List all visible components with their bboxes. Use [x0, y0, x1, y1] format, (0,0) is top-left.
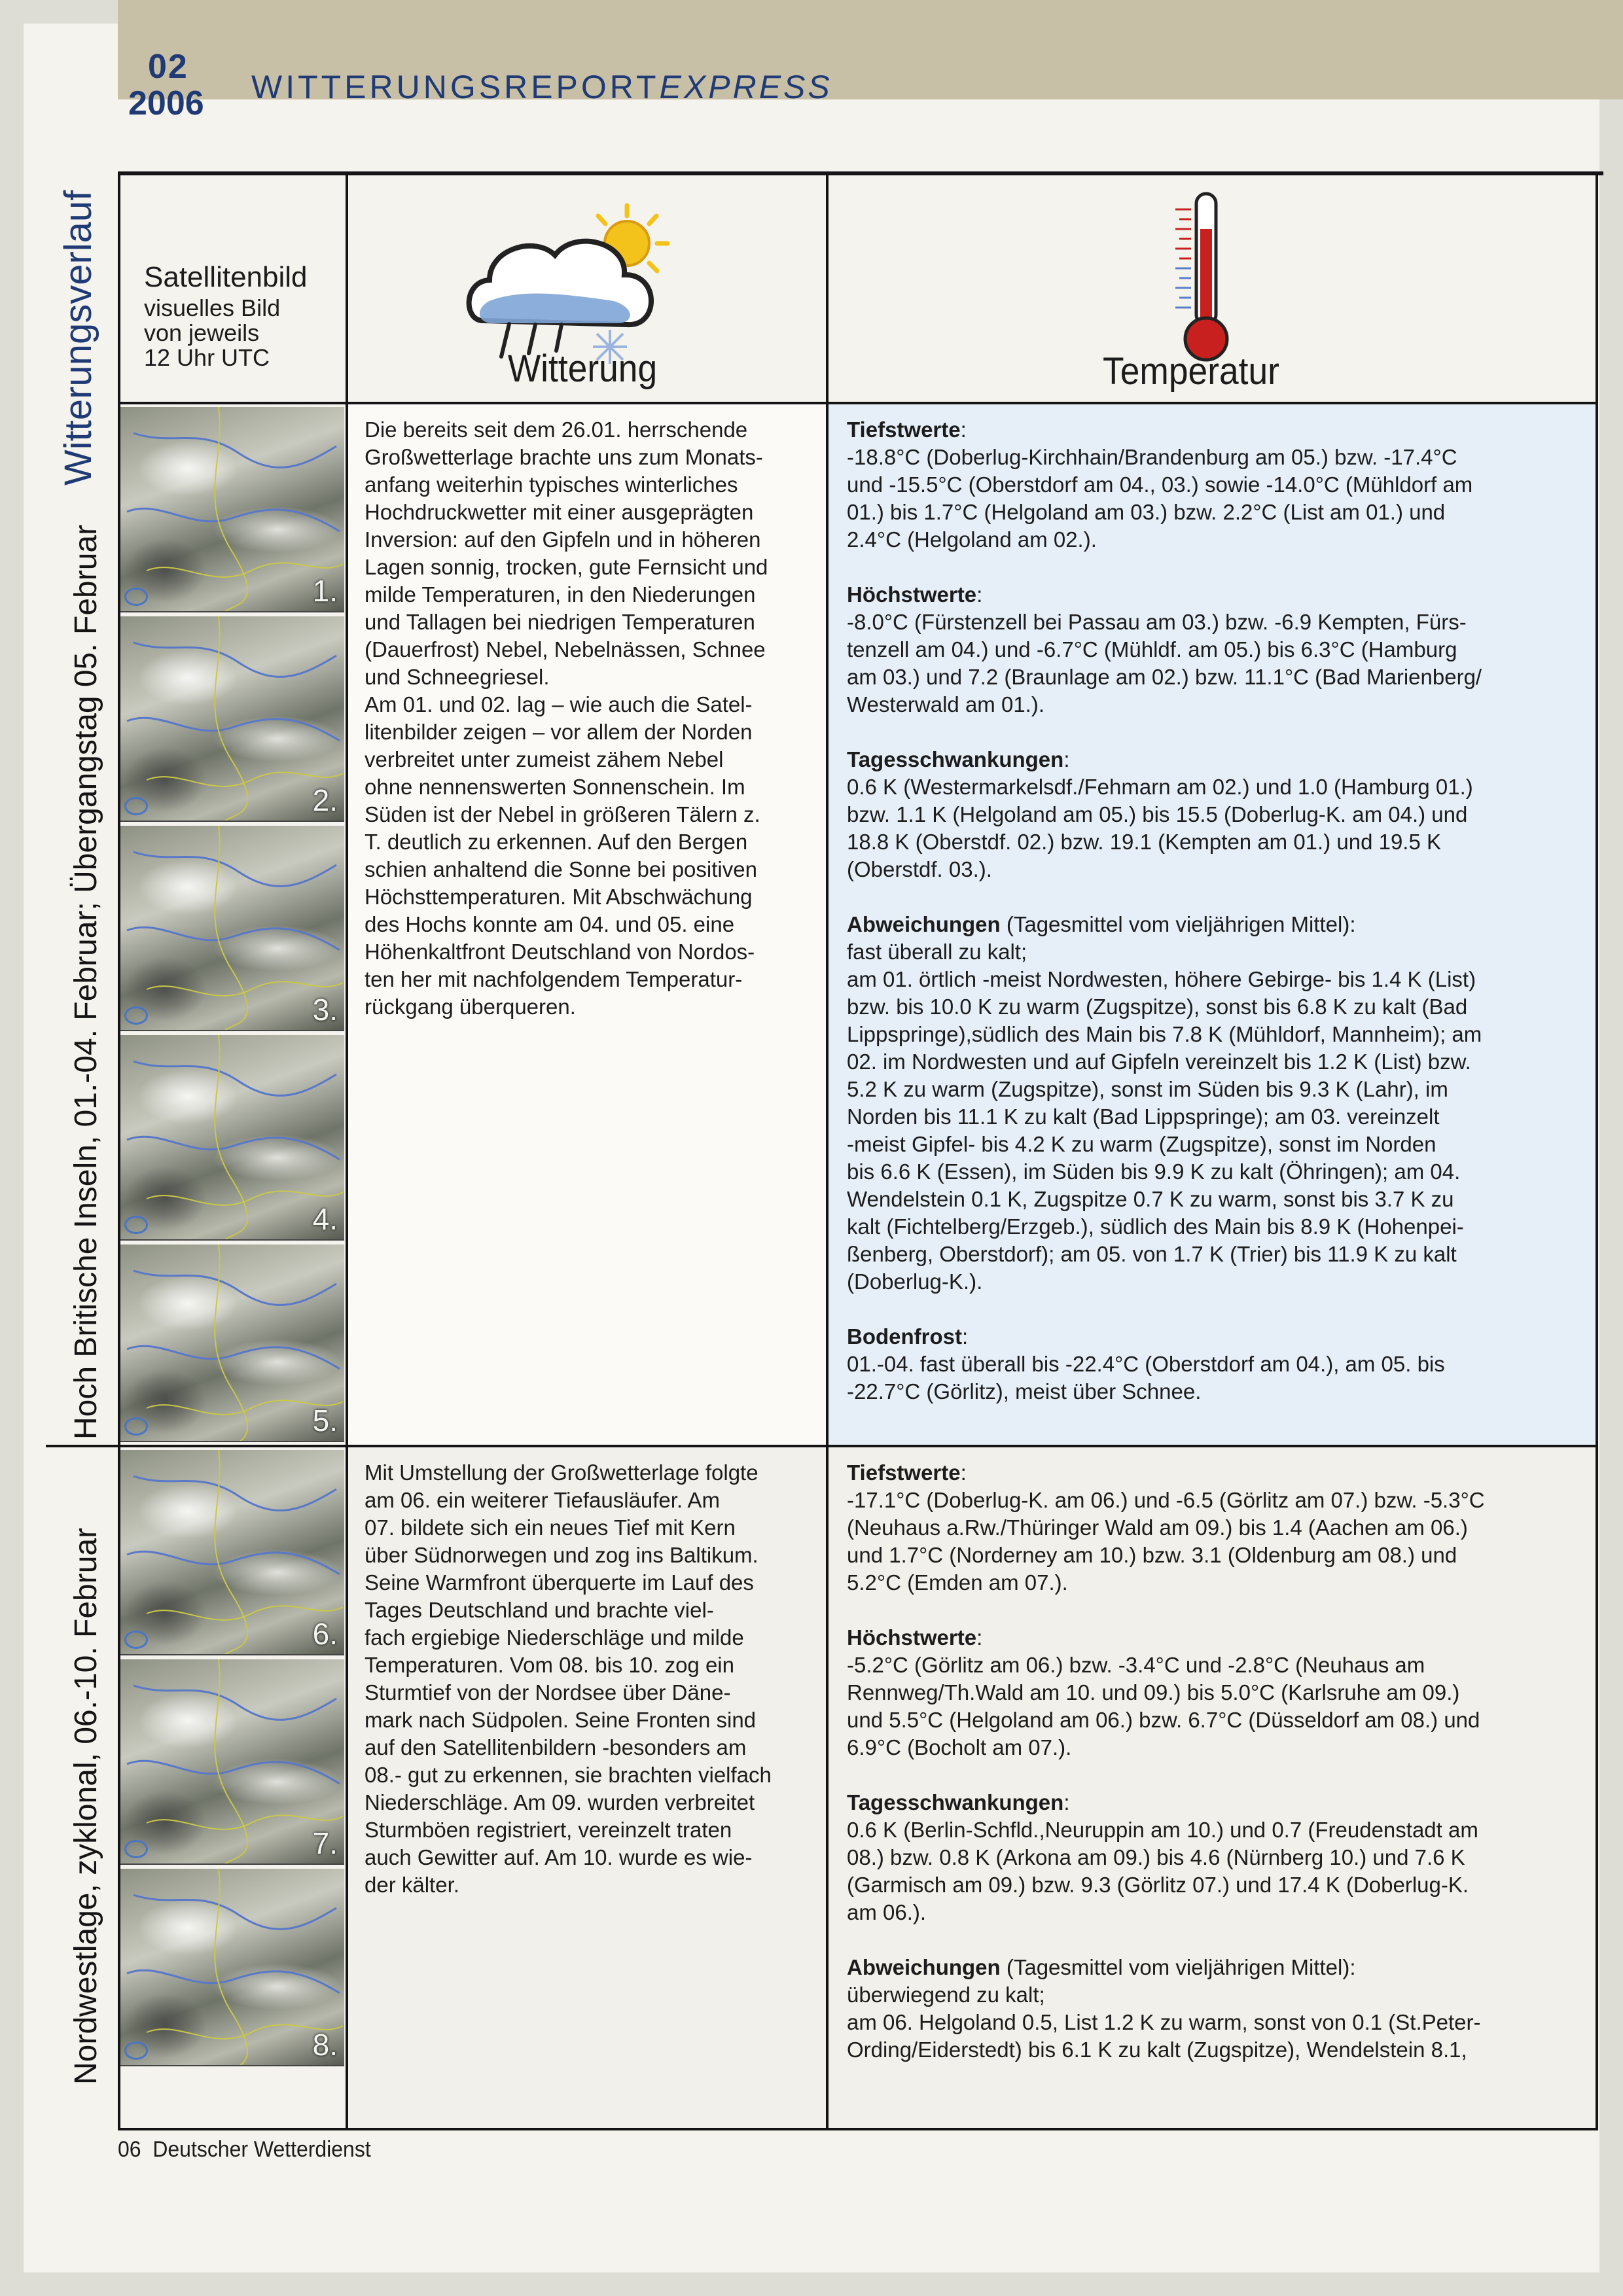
temperature-text-period2 — [847, 1459, 1586, 2064]
temp-line: 01.) bis 1.7°C (Helgoland am 03.) bzw. 2.2°C (List am 01.) und — [847, 500, 1446, 524]
paragraph-gap — [847, 554, 1586, 581]
temp-line: 5.2°C (Emden am 07.). — [847, 1570, 1068, 1595]
temp-line: -22.7°C (Görlitz), meist über Schnee. — [847, 1379, 1202, 1404]
weather-line: Seine Warmfront überquerte im Lauf des — [365, 1570, 754, 1595]
temp-heading — [847, 911, 1586, 938]
temp-heading-suffix: (Tagesmittel vom vieljährigen Mittel): — [1000, 1955, 1356, 1979]
weather-line: auch Gewitter auf. Am 10. wurde es wie- — [365, 1845, 753, 1869]
satellite-image — [120, 1869, 344, 2066]
weather-line: Höhenkaltfront Deutschland von Nordos- — [365, 940, 755, 964]
temp-line: -18.8°C (Doberlug-Kirchhain/Brandenburg am 05.) bzw. -17.4°C — [847, 445, 1457, 469]
report-title — [251, 68, 832, 106]
temp-heading-suffix: : — [962, 1324, 969, 1349]
temp-line: am 03.) und 7.2 (Braunlage am 02.) bzw. 11.1°C (Bad Marienberg/ — [847, 665, 1482, 689]
weather-line: über Südnorwegen und zog ins Baltikum. — [365, 1543, 758, 1567]
temp-line: 0.6 K (Westermarkelsdf./Fehmarn am 02.) und 1.0 (Hamburg 01.) — [847, 775, 1473, 799]
temp-line: 2.4°C (Helgoland am 02.). — [847, 527, 1097, 552]
temp-line: Wendelstein 0.1 K, Zugspitze 0.7 K zu warm, sonst bis 3.7 K zu — [847, 1187, 1454, 1211]
temp-heading-suffix: : — [976, 1625, 983, 1650]
temp-heading-label: Tiefstwerte — [847, 417, 961, 442]
satellite-image-number: 1. — [312, 574, 338, 608]
weather-line: Sturmböen registriert, vereinzelt traten — [365, 1818, 732, 1842]
weather-column-title: Witterung — [507, 347, 658, 390]
weather-line: rückgang überqueren. — [365, 995, 576, 1019]
temp-line: am 01. örtlich -meist Nordwesten, höhere Gebirge- bis 1.4 K (List) — [847, 967, 1476, 991]
temp-heading-label: Abweichungen — [847, 912, 1001, 936]
weather-line: und Schneegriesel. — [365, 665, 550, 689]
satellite-subtitle-3: 12 Uhr UTC — [144, 344, 270, 371]
table-divider-1 — [346, 171, 348, 2130]
temp-heading-label: Abweichungen — [847, 1955, 1001, 1979]
weather-line: und Tallagen bei niedrigen Temperaturen — [365, 610, 755, 634]
weather-line: milde Temperaturen, in den Niederungen — [365, 582, 756, 607]
satellite-subtitle-1: visuelles Bild — [144, 294, 281, 321]
temp-heading-suffix: : — [976, 582, 983, 607]
temp-line: und -15.5°C (Oberstdorf am 04., 03.) sowie -14.0°C (Mühldorf am — [847, 472, 1473, 497]
temp-line: bzw. bis 10.0 K zu warm (Zugspitze), sonst bis 6.8 K zu kalt (Bad — [847, 995, 1468, 1019]
temp-line: kalt (Fichtelberg/Erzgeb.), südlich des Main bis 8.9 K (Hohenpei- — [847, 1214, 1464, 1239]
dwd-logo-icon — [124, 1006, 148, 1025]
temp-line: 01.-04. fast überall bis -22.4°C (Oberstdorf am 04.), am 05. bis — [847, 1352, 1445, 1376]
temp-heading-suffix: : — [960, 1460, 967, 1485]
temp-heading-suffix: : — [1063, 1790, 1070, 1814]
temp-heading-label: Tagesschwankungen — [847, 1790, 1064, 1814]
temp-line: (Doberlug-K.). — [847, 1269, 983, 1294]
weather-line: ohne nennenswerten Sonnenschein. Im — [365, 775, 745, 799]
dwd-logo-icon — [124, 1417, 148, 1436]
cloud-sun-snow-icon — [463, 196, 686, 366]
report-title-main: WITTERUNGSREPORT — [251, 69, 660, 105]
temp-line: -8.0°C (Fürstenzell bei Passau am 03.) bzw. -6.9 Kempten, Fürs- — [847, 610, 1467, 634]
paragraph-gap — [847, 1597, 1586, 1624]
dwd-logo-icon — [124, 1631, 148, 1649]
weather-line: mark nach Südpolen. Seine Fronten sind — [365, 1708, 757, 1732]
temp-line: am 06.). — [847, 1900, 927, 1924]
satellite-image — [120, 407, 344, 612]
temp-line: (Oberstdf. 03.). — [847, 857, 992, 881]
temp-heading — [847, 1954, 1586, 1981]
temp-heading — [847, 581, 1586, 609]
report-title-express: EXPRESS — [659, 69, 832, 105]
temp-heading — [847, 1789, 1586, 1816]
satellite-column-header — [144, 263, 308, 370]
satellite-image — [120, 1450, 344, 1655]
temp-heading — [847, 1323, 1586, 1351]
weather-line: ten her mit nachfolgendem Temperatur- — [365, 967, 743, 991]
paragraph-gap — [847, 718, 1586, 746]
temp-heading-label: Tiefstwerte — [847, 1460, 961, 1485]
weather-line: fach ergiebige Niederschläge und milde — [365, 1625, 744, 1650]
satellite-image-number: 5. — [312, 1404, 338, 1438]
thermometer-icon — [1170, 190, 1242, 366]
temp-heading — [847, 1459, 1586, 1487]
temp-heading-label: Höchstwerte — [847, 582, 977, 607]
satellite-image-number: 4. — [312, 1202, 338, 1236]
weather-line: Temperaturen. Vom 08. bis 10. zog ein — [365, 1653, 734, 1677]
weather-line: Süden ist der Nebel in größeren Tälern z. — [365, 802, 760, 826]
temp-line: und 1.7°C (Norderney am 10.) bzw. 3.1 (Oldenburg am 08.) und — [847, 1543, 1457, 1567]
weather-line: des Hochs konnte am 04. und 05. eine — [365, 912, 735, 936]
temp-heading-suffix: : — [960, 417, 967, 442]
weather-line: T. deutlich zu erkennen. Auf den Bergen — [365, 830, 748, 854]
weather-line: schien anhaltend die Sonne bei positiven — [365, 857, 757, 881]
satellite-image — [120, 1659, 344, 1865]
period2-label: Nordwestlage, zyklonal, 06.-10. Februar — [69, 1527, 103, 2085]
table-divider-2 — [826, 171, 829, 2130]
temp-line: 6.9°C (Bocholt am 07.). — [847, 1735, 1072, 1759]
temperature-column-title: Temperatur — [1103, 350, 1279, 393]
temp-line: tenzell am 04.) und -6.7°C (Mühldf. am 05.) bis 6.3°C (Hamburg — [847, 637, 1457, 662]
weather-line: Hochdruckwetter mit einer ausgeprägten — [365, 500, 754, 524]
temp-line: bzw. 1.1 K (Helgoland am 05.) bis 15.5 (Doberlug-K. am 04.) und — [847, 802, 1468, 826]
page-number: 06 — [118, 2137, 141, 2162]
dwd-logo-icon — [124, 1216, 148, 1234]
period1-label: Hoch Britische Inseln, 01.-04. Februar; Übergangstag 05. Februar — [69, 524, 103, 1439]
temp-line: bis 6.6 K (Essen), im Süden bis 9.9 K zu kalt (Öhringen); am 04. — [847, 1159, 1461, 1184]
table-right-rule — [1596, 171, 1598, 2130]
satellite-subtitle-2: von jeweils — [144, 319, 260, 346]
satellite-image-number: 8. — [312, 2028, 338, 2062]
satellite-image — [120, 1245, 344, 1442]
paragraph-gap — [847, 1761, 1586, 1789]
footer — [118, 2137, 371, 2163]
temp-line: Norden bis 11.1 K zu kalt (Bad Lippspringe); am 03. vereinzelt — [847, 1104, 1440, 1129]
temp-line: -17.1°C (Doberlug-K. am 06.) und -6.5 (Görlitz am 07.) bzw. -5.3°C — [847, 1488, 1485, 1512]
temperature-text-period1 — [847, 416, 1586, 1405]
weather-line: Mit Umstellung der Großwetterlage folgte — [365, 1460, 758, 1485]
satellite-image-number: 7. — [312, 1826, 338, 1860]
dwd-logo-icon — [124, 588, 148, 606]
table-top-rule — [118, 171, 1603, 175]
period-divider-rule — [46, 1445, 1598, 1447]
satellite-image — [120, 616, 344, 822]
paragraph-gap — [847, 1296, 1586, 1323]
dwd-logo-icon — [124, 797, 148, 815]
publisher: Deutscher Wetterdienst — [152, 2137, 371, 2162]
temp-line: Rennweg/Th.Wald am 10. und 09.) bis 5.0°C (Karlsruhe am 09.) — [847, 1680, 1460, 1704]
weather-line: Niederschläge. Am 09. wurden verbreitet — [365, 1790, 755, 1814]
temp-line: Westerwald am 01.). — [847, 692, 1044, 716]
temp-line: 02. im Nordwesten und auf Gipfeln vereinzelt bis 1.2 K (List) bzw. — [847, 1050, 1471, 1074]
issue-number: 02 — [148, 48, 188, 86]
temp-heading-label: Bodenfrost — [847, 1324, 962, 1349]
temp-line: am 06. Helgoland 0.5, List 1.2 K zu warm, sonst von 0.1 (St.Peter- — [847, 2010, 1481, 2034]
temp-line: 18.8 K (Oberstdf. 02.) bzw. 19.1 (Kempten am 01.) und 19.5 K — [847, 830, 1441, 854]
temp-line: 0.6 K (Berlin-Schfld.,Neuruppin am 10.) und 0.7 (Freudenstadt am — [847, 1818, 1478, 1842]
weather-line: (Dauerfrost) Nebel, Nebelnässen, Schnee — [365, 637, 766, 662]
header-row-rule — [118, 402, 1598, 404]
temp-line: 5.2 K zu warm (Zugspitze), sonst im Süden bis 9.3 K (Lahr), im — [847, 1077, 1448, 1101]
weather-line: Am 01. und 02. lag – wie auch die Satel- — [365, 692, 753, 716]
temp-heading-suffix: : — [1063, 747, 1070, 771]
temp-line: überwiegend zu kalt; — [847, 1983, 1045, 2007]
paragraph-gap — [847, 883, 1586, 911]
issue-year: 2006 — [128, 84, 204, 122]
weather-text-period1 — [365, 416, 816, 1021]
weather-line: 08.- gut zu erkennen, sie brachten vielfach — [365, 1763, 772, 1787]
weather-line: 07. bildete sich ein neues Tief mit Kern — [365, 1515, 736, 1540]
table-bottom-rule — [118, 2128, 1598, 2130]
weather-line: Höchsttemperaturen. Mit Abschwächung — [365, 885, 753, 909]
dwd-logo-icon — [124, 2041, 148, 2060]
weather-line: der kälter. — [365, 1873, 459, 1897]
temp-line: 08.) bzw. 0.8 K (Arkona am 09.) bis 4.6 (Nürnberg 10.) und 7.6 K — [847, 1845, 1465, 1869]
satellite-image-number: 6. — [312, 1617, 338, 1651]
weather-line: verbreitet unter zumeist zähem Nebel — [365, 747, 724, 771]
temp-heading-label: Tagesschwankungen — [847, 747, 1064, 771]
temp-line: (Garmisch am 09.) bzw. 9.3 (Görlitz 07.) und 17.4 K (Doberlug-K. — [847, 1873, 1469, 1897]
temp-line: Ording/Eiderstedt) bis 6.1 K zu kalt (Zugspitze), Wendelstein 8.1, — [847, 2038, 1467, 2062]
temp-line: fast überall zu kalt; — [847, 940, 1027, 964]
temp-heading — [847, 1624, 1586, 1651]
weather-line: am 06. ein weiterer Tiefausläufer. Am — [365, 1488, 720, 1512]
temp-line: ßenberg, Oberstdorf); am 05. von 1.7 K (Trier) bis 11.9 K zu kalt — [847, 1242, 1457, 1266]
satellite-image — [120, 1035, 344, 1241]
weather-text-period2 — [365, 1459, 816, 1899]
satellite-image-number: 2. — [312, 783, 338, 817]
weather-line: Tages Deutschland und brachte viel- — [365, 1598, 714, 1622]
temp-line: -5.2°C (Görlitz am 06.) bzw. -3.4°C und -2.8°C (Neuhaus am — [847, 1653, 1425, 1677]
weather-line: Die bereits seit dem 26.01. herrschende — [365, 417, 748, 442]
weather-line: auf den Satellitenbildern -besonders am — [365, 1735, 747, 1759]
satellite-image — [120, 826, 344, 1031]
temp-heading — [847, 746, 1586, 773]
temp-heading-suffix: (Tagesmittel vom vieljährigen Mittel): — [1000, 912, 1356, 936]
weather-line: Inversion: auf den Gipfeln und in höheren — [365, 527, 761, 552]
temp-line: Lippspringe),südlich des Main bis 7.8 K (Mühldorf, Mannheim); am — [847, 1022, 1482, 1046]
satellite-title: Satellitenbild — [144, 261, 308, 293]
dwd-logo-icon — [124, 1840, 148, 1858]
temp-line: (Neuhaus a.Rw./Thüringer Wald am 09.) bis 1.4 (Aachen am 06.) — [847, 1515, 1468, 1540]
temp-line: -meist Gipfel- bis 4.2 K zu warm (Zugspitze), sonst im Norden — [847, 1132, 1436, 1156]
weather-line: anfang weiterhin typisches winterliches — [365, 472, 738, 497]
weather-line: Lagen sonnig, trocken, gute Fernsicht und — [365, 555, 768, 579]
temp-line: und 5.5°C (Helgoland am 06.) bzw. 6.7°C (Düsseldorf am 08.) und — [847, 1708, 1480, 1732]
satellite-image-number: 3. — [312, 993, 338, 1027]
weather-line: Sturmtief von der Nordsee über Däne- — [365, 1680, 731, 1704]
temp-heading — [847, 416, 1586, 444]
paragraph-gap — [847, 1926, 1586, 1954]
weather-line: litenbilder zeigen – vor allem der Norden — [365, 720, 753, 744]
weather-line: Großwetterlage brachte uns zum Monats- — [365, 445, 763, 469]
temp-heading-label: Höchstwerte — [847, 1625, 977, 1650]
section-title: Witterungsverlauf — [57, 190, 99, 486]
